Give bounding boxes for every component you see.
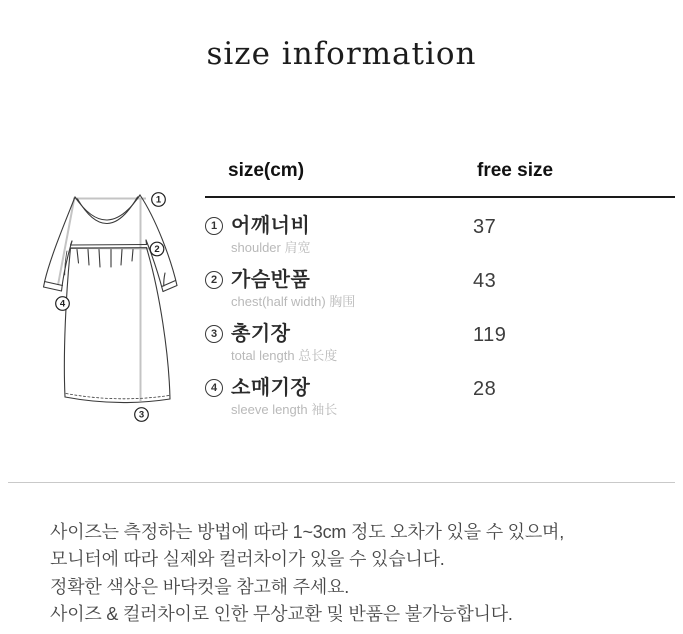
note-line-exchange-policy: 사이즈 & 컬러차이로 인한 무상교환 및 반품은 불가능합니다.: [50, 604, 513, 625]
row-value: 28: [473, 378, 497, 400]
svg-text:3: 3: [138, 409, 145, 421]
note-line-monitor: 모니터에 따라 실제와 컬러차이가 있을 수 있습니다.: [50, 549, 445, 570]
row-number-badge: 3: [205, 325, 223, 343]
header-free-size: free size: [477, 160, 554, 181]
row-value: 37: [473, 216, 497, 238]
size-table-header: [205, 160, 675, 198]
note-line-tolerance: 사이즈는 측정하는 방법에 따라 1~3cm 정도 오차가 있을 수 있으며,: [50, 522, 565, 542]
marker-2: [150, 242, 164, 256]
row-label: 가슴반품: [231, 269, 311, 291]
row-label: 어깨너비: [231, 215, 311, 237]
size-table-body: [205, 198, 675, 430]
row-number-badge: 1: [205, 217, 223, 235]
header-size-cm: size(cm): [228, 160, 305, 181]
svg-text:2: 2: [154, 244, 160, 255]
note-line-color-reference: 정확한 색상은 바닥컷을 참고해 주세요.: [50, 576, 350, 597]
table-row-shoulder: [205, 214, 675, 268]
row-value: 43: [473, 270, 497, 292]
section-divider: [8, 482, 675, 483]
row-label: 총기장: [231, 323, 291, 345]
marker-4: [56, 297, 70, 311]
table-row-chest: [205, 268, 675, 322]
row-number-badge: 2: [205, 271, 223, 289]
dress-illustration: [30, 183, 210, 433]
svg-text:4: 4: [59, 298, 66, 310]
measurement-guide-lines: [58, 199, 150, 402]
size-table: [205, 160, 675, 430]
notes-section: [50, 519, 660, 629]
row-number-badge: 4: [205, 379, 223, 397]
table-row-sleeve-length: [205, 376, 675, 430]
table-row-total-length: [205, 322, 675, 376]
row-label: 소매기장: [231, 377, 311, 399]
marker-3: [135, 408, 149, 422]
row-sublabel: sleeve length 袖长: [231, 402, 338, 417]
row-sublabel: chest(half width) 胸围: [231, 294, 356, 309]
dress-measurement-diagram: [30, 183, 210, 433]
diagram-markers: [56, 193, 166, 422]
svg-text:1: 1: [155, 194, 162, 206]
page-title: size information: [206, 36, 477, 72]
marker-1: [152, 193, 166, 207]
row-value: 119: [473, 324, 507, 346]
row-sublabel: shoulder 肩宽: [231, 240, 311, 255]
row-sublabel: total length 总长度: [231, 348, 338, 363]
